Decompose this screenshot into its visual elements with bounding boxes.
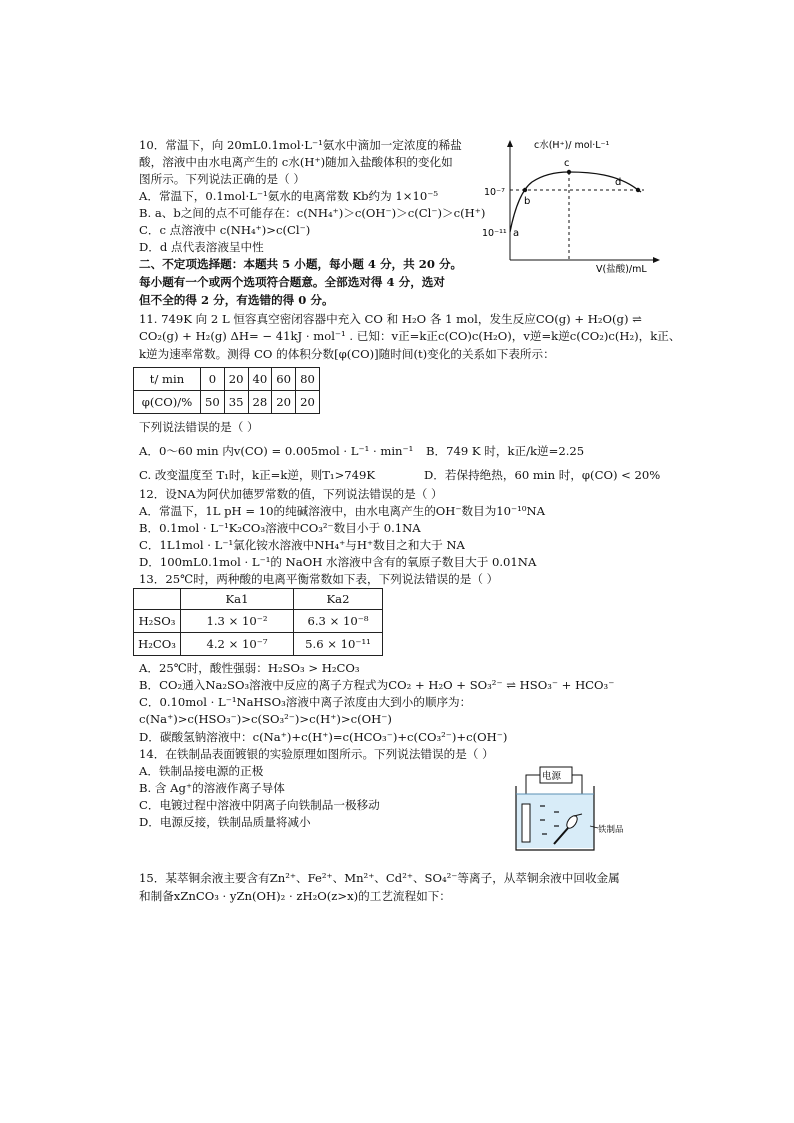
power-supply-label: 电源 — [542, 771, 562, 782]
q10-option-d: D．d 点代表溶液呈中性 — [139, 240, 264, 254]
q10-y-arrow — [507, 140, 513, 147]
q13-table-cell: 5.6 × 10⁻¹¹ — [294, 633, 383, 656]
iron-item-label: 铁制品 — [598, 825, 624, 835]
q13-table-header-row — [134, 589, 383, 610]
q11-table-cell: 28 — [248, 391, 272, 414]
q13-table — [133, 588, 383, 656]
q10-point-b: b — [524, 196, 531, 207]
section-2-line-3: 但不全的得 2 分，有选错的得 0 分。 — [139, 293, 334, 307]
section-2-line-2: 每小题有一个或两个选项符合题意。全部选对得 4 分，选对 — [139, 275, 445, 289]
q11-line-2: CO₂(g) + H₂(g) ΔH= − 41kJ · mol⁻¹ . 已知：v正=k正c(CO)c(H₂O)，v逆=k逆c(CO₂)c(H₂)，k正、 — [139, 329, 681, 343]
q10-point-b-dot — [523, 188, 527, 192]
q10-point-a: a — [513, 228, 520, 239]
q12-option-b: B．0.1mol · L⁻¹K₂CO₃溶液中CO₃²⁻数目小于 0.1NA — [139, 521, 421, 535]
q14-option-d: D．电源反接，铁制品质量将减小 — [139, 815, 311, 829]
q10-line-2: 酸，溶液中由水电离产生的 c水(H⁺)随加入盐酸体积的变化如 — [139, 155, 453, 169]
q11-table-cell: 50 — [201, 391, 225, 414]
q13-table-cell — [134, 589, 181, 610]
q11-stem: 下列说法错误的是（ ） — [139, 420, 259, 434]
q11-line-3: k逆为速率常数。测得 CO 的体积分数[φ(CO)]随时间(t)变化的关系如下表所示： — [139, 347, 555, 361]
q13-option-a: A．25℃时，酸性强弱：H₂SO₃ > H₂CO₃ — [139, 661, 360, 675]
q11-option-b: B．749 K 时，k正/k逆=2.25 — [426, 444, 585, 458]
q10-ytick-high: 10⁻⁷ — [484, 187, 505, 198]
q10-x-arrow — [653, 257, 660, 263]
q13-option-d: D．碳酸氢钠溶液中：c(Na⁺)+c(H⁺)=c(HCO₃⁻)+c(CO₃²⁻)+c(OH⁻) — [139, 730, 508, 744]
q11-option-d: D．若保持绝热，60 min 时，φ(CO) < 20% — [424, 468, 661, 482]
q14-option-a: A．铁制品接电源的正极 — [139, 764, 264, 778]
q14-option-b: B. 含 Ag⁺的溶液作离子导体 — [139, 781, 285, 795]
q12-option-d: D．100mL0.1mol · L⁻¹的 NaOH 水溶液中含有的氧原子数目大于 0.01NA — [139, 555, 537, 569]
q13-table-cell: Ka2 — [294, 589, 383, 610]
q10-graph — [478, 132, 664, 274]
q11-table-cell: φ(CO)/% — [134, 391, 201, 414]
section-2-line-1: 二、不定项选择题：本题共 5 小题，每小题 4 分，共 20 分。 — [139, 257, 463, 271]
q15-line-1: 15．某萃铜余液主要含有Zn²⁺、Fe²⁺、Mn²⁺、Cd²⁺、SO₄²⁻等离子，从萃铜余液中回收金属 — [139, 871, 620, 885]
q11-table-row-time — [134, 368, 320, 391]
q11-table-cell: 80 — [296, 368, 320, 391]
q10-line-3: 图所示。下列说法正确的是（ ） — [139, 172, 305, 186]
q10-point-c: c — [564, 158, 570, 169]
q10-y-label: c水(H⁺)/ mol·L⁻¹ — [534, 140, 610, 151]
q15-line-2: 和制备xZnCO₃ · yZn(OH)₂ · zH₂O(z>x)的工艺流程如下： — [139, 889, 451, 903]
q13-table-cell: 6.3 × 10⁻⁸ — [294, 610, 383, 633]
q10-ytick-low: 10⁻¹¹ — [482, 228, 507, 239]
q10-option-b: B. a、b之间的点不可能存在：c(NH₄⁺)＞c(OH⁻)＞c(Cl⁻)＞c(H⁺) — [139, 206, 486, 220]
q10-point-c-dot — [567, 170, 571, 174]
q11-table-cell: 20 — [224, 368, 248, 391]
q13-option-b: B．CO₂通入Na₂SO₃溶液中反应的离子方程式为CO₂ + H₂O + SO₃²⁻ ⇌ HSO₃⁻ + HCO₃⁻ — [139, 678, 615, 692]
q14-electroplating-diagram — [510, 764, 640, 856]
q11-table-cell: 0 — [201, 368, 225, 391]
q11-table-cell: t/ min — [134, 368, 201, 391]
q13-option-c: C．0.10mol · L⁻¹NaHSO₃溶液中离子浓度由大到小的顺序为： — [139, 695, 472, 709]
q11-option-c: C. 改变温度至 T₁时，k正=k逆，则T₁>749K — [139, 468, 376, 482]
q11-table-cell: 35 — [224, 391, 248, 414]
q13-table-row-h2co3 — [134, 633, 383, 656]
q13-table-cell: Ka1 — [181, 589, 294, 610]
q10-option-c: C．c 点溶液中 c(NH₄⁺)>c(Cl⁻) — [139, 223, 311, 237]
q12-option-a: A．常温下，1L pH = 10的纯碱溶液中，由水电离产生的OH⁻数目为10⁻¹⁰NA — [139, 504, 545, 518]
q14-stem: 14．在铁制品表面镀银的实验原理如图所示。下列说法错误的是（ ） — [139, 747, 494, 761]
q12-stem: 12．设NA为阿伏加德罗常数的值，下列说法错误的是（ ） — [139, 487, 443, 501]
q11-table-cell: 60 — [272, 368, 296, 391]
q10-x-label: V(盐酸)/mL — [596, 264, 647, 274]
q11-option-a: A．0～60 min 内v(CO) = 0.005mol · L⁻¹ · min⁻¹ — [139, 444, 414, 458]
q11-table-cell: 20 — [272, 391, 296, 414]
silver-electrode — [522, 804, 530, 842]
q13-stem: 13．25℃时，两种酸的电离平衡常数如下表，下列说法错误的是（ ） — [139, 572, 499, 586]
q13-table-row-h2so3 — [134, 610, 383, 633]
q11-table-cell: 40 — [248, 368, 272, 391]
q11-table — [133, 367, 320, 414]
q11-table-row-fraction — [134, 391, 320, 414]
q10-option-a: A．常温下，0.1mol·L⁻¹氨水的电离常数 Kb约为 1×10⁻⁵ — [139, 189, 439, 203]
q10-point-d-dot — [636, 188, 640, 192]
q12-option-c: C．1L1mol · L⁻¹氯化铵水溶液中NH₄⁺与H⁺数目之和大于 NA — [139, 538, 465, 552]
q13-table-cell: H₂CO₃ — [134, 633, 181, 656]
q11-table-cell: 20 — [296, 391, 320, 414]
q10-point-d: d — [615, 177, 622, 188]
q10-line-1: 10．常温下，向 20mL0.1mol·L⁻¹氨水中滴加一定浓度的稀盐 — [139, 138, 462, 152]
q13-table-cell: 1.3 × 10⁻² — [181, 610, 294, 633]
q13-option-c-cont: c(Na⁺)>c(HSO₃⁻)>c(SO₃²⁻)>c(H⁺)>c(OH⁻) — [139, 712, 392, 726]
q11-line-1: 11. 749K 向 2 L 恒容真空密闭容器中充入 CO 和 H₂O 各 1 mol，发生反应CO(g) + H₂O(g) ⇌ — [139, 312, 642, 326]
q13-table-cell: H₂SO₃ — [134, 610, 181, 633]
q14-option-c: C．电镀过程中溶液中阴离子向铁制品一极移动 — [139, 798, 380, 812]
q13-table-cell: 4.2 × 10⁻⁷ — [181, 633, 294, 656]
